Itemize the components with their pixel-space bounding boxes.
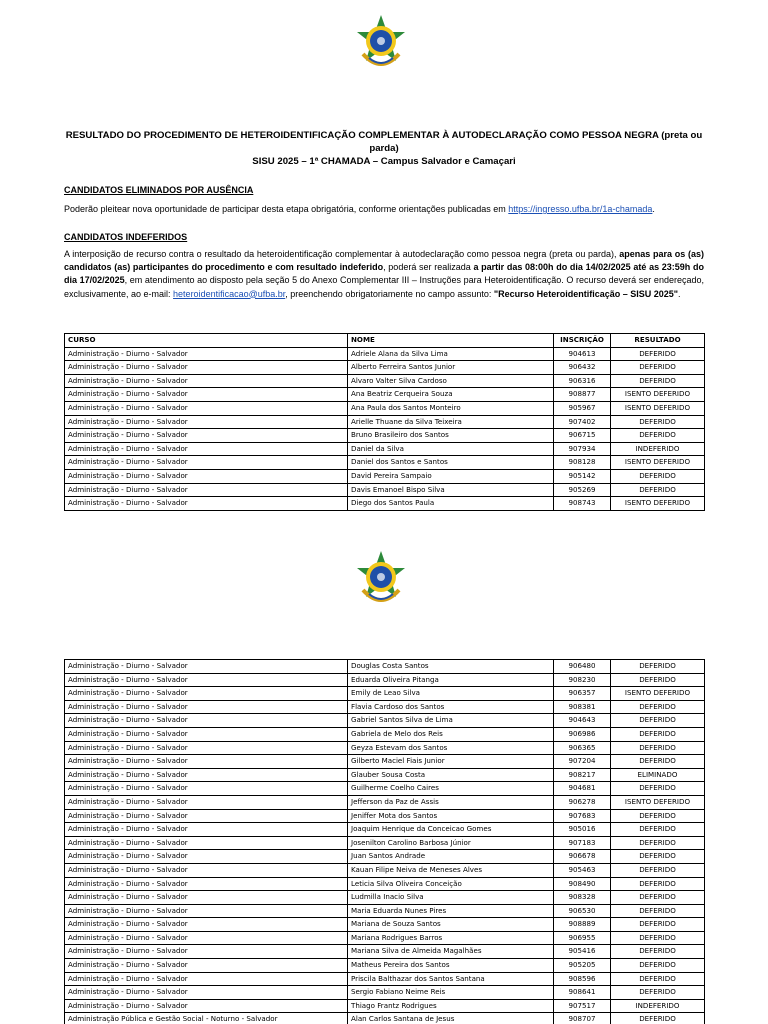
cell-nome: Bruno Brasileiro dos Santos <box>348 429 554 443</box>
cell-curso: Administração - Diurno - Salvador <box>65 945 348 959</box>
cell-nome: Alan Carlos Santana de Jesus <box>348 1013 554 1024</box>
cell-resultado: DEFERIDO <box>611 673 705 687</box>
cell-curso: Administração - Diurno - Salvador <box>65 918 348 932</box>
cell-inscricao: 904681 <box>554 782 611 796</box>
cell-resultado: DEFERIDO <box>611 877 705 891</box>
table-row <box>65 891 705 905</box>
cell-curso: Administração - Diurno - Salvador <box>65 904 348 918</box>
cell-curso: Administração - Diurno - Salvador <box>65 660 348 674</box>
cell-nome: Gabriela de Melo dos Reis <box>348 727 554 741</box>
cell-resultado: DEFERIDO <box>611 483 705 497</box>
cell-curso: Administração - Diurno - Salvador <box>65 429 348 443</box>
cell-curso: Administração - Diurno - Salvador <box>65 931 348 945</box>
cell-inscricao: 906480 <box>554 660 611 674</box>
cell-curso: Administração - Diurno - Salvador <box>65 836 348 850</box>
cell-inscricao: 908596 <box>554 972 611 986</box>
table-row <box>65 483 705 497</box>
cell-curso: Administração Pública e Gestão Social - Noturno - Salvador <box>65 1013 348 1024</box>
header-inscricao: INSCRIÇÃO <box>554 334 611 348</box>
cell-resultado: INDEFERIDO <box>611 442 705 456</box>
cell-curso: Administração - Diurno - Salvador <box>65 741 348 755</box>
paragraph-bold: apenas para os (as) candidatos (as) participantes do procedimento e com resultado indeferido <box>64 249 704 273</box>
cell-inscricao: 908889 <box>554 918 611 932</box>
cell-nome: Eduarda Oliveira Pitanga <box>348 673 554 687</box>
cell-resultado: DEFERIDO <box>611 945 705 959</box>
cell-inscricao: 904643 <box>554 714 611 728</box>
cell-resultado: DEFERIDO <box>611 714 705 728</box>
table-row <box>65 741 705 755</box>
cell-curso: Administração - Diurno - Salvador <box>65 361 348 375</box>
cell-inscricao: 908743 <box>554 497 611 511</box>
cell-nome: Jefferson da Paz de Assis <box>348 795 554 809</box>
cell-resultado: DEFERIDO <box>611 415 705 429</box>
table-row <box>65 1013 705 1024</box>
cell-curso: Administração - Diurno - Salvador <box>65 891 348 905</box>
cell-resultado: DEFERIDO <box>611 986 705 1000</box>
cell-inscricao: 907402 <box>554 415 611 429</box>
cell-curso: Administração - Diurno - Salvador <box>65 415 348 429</box>
cell-curso: Administração - Diurno - Salvador <box>65 863 348 877</box>
table-row <box>65 361 705 375</box>
table-row <box>65 755 705 769</box>
table-row <box>65 809 705 823</box>
cell-curso: Administração - Diurno - Salvador <box>65 768 348 782</box>
paragraph-rejected <box>64 248 704 301</box>
cell-nome: Mariana de Souza Santos <box>348 918 554 932</box>
cell-resultado: DEFERIDO <box>611 904 705 918</box>
cell-nome: Maria Eduarda Nunes Pires <box>348 904 554 918</box>
ingresso-link[interactable]: https://ingresso.ufba.br/1a-chamada <box>508 204 653 214</box>
cell-resultado: ISENTO DEFERIDO <box>611 795 705 809</box>
cell-resultado: ISENTO DEFERIDO <box>611 497 705 511</box>
cell-curso: Administração - Diurno - Salvador <box>65 700 348 714</box>
cell-resultado: DEFERIDO <box>611 836 705 850</box>
cell-curso: Administração - Diurno - Salvador <box>65 483 348 497</box>
cell-resultado: ISENTO DEFERIDO <box>611 388 705 402</box>
table-row <box>65 823 705 837</box>
cell-nome: David Pereira Sampaio <box>348 469 554 483</box>
cell-resultado: DEFERIDO <box>611 959 705 973</box>
cell-nome: Alberto Ferreira Santos Junior <box>348 361 554 375</box>
cell-nome: Geyza Estevam dos Santos <box>348 741 554 755</box>
header-resultado: RESULTADO <box>611 334 705 348</box>
cell-inscricao: 908230 <box>554 673 611 687</box>
cell-inscricao: 904613 <box>554 347 611 361</box>
cell-inscricao: 908490 <box>554 877 611 891</box>
cell-nome: Thiago Frantz Rodrigues <box>348 999 554 1013</box>
cell-resultado: DEFERIDO <box>611 918 705 932</box>
cell-nome: Ana Paula dos Santos Monteiro <box>348 401 554 415</box>
document-title <box>64 129 704 168</box>
table-row <box>65 727 705 741</box>
cell-curso: Administração - Diurno - Salvador <box>65 497 348 511</box>
cell-resultado: DEFERIDO <box>611 469 705 483</box>
cell-nome: Davis Emanoel Bispo Silva <box>348 483 554 497</box>
cell-nome: Sergio Fabiano Neime Reis <box>348 986 554 1000</box>
cell-inscricao: 905416 <box>554 945 611 959</box>
cell-curso: Administração - Diurno - Salvador <box>65 401 348 415</box>
table-row <box>65 768 705 782</box>
table-row <box>65 877 705 891</box>
cell-inscricao: 906530 <box>554 904 611 918</box>
cell-nome: Gilberto Maciel Fiais Junior <box>348 755 554 769</box>
cell-inscricao: 906365 <box>554 741 611 755</box>
cell-curso: Administração - Diurno - Salvador <box>65 972 348 986</box>
cell-nome: Priscila Balthazar dos Santos Santana <box>348 972 554 986</box>
cell-resultado: ISENTO DEFERIDO <box>611 456 705 470</box>
cell-curso: Administração - Diurno - Salvador <box>65 456 348 470</box>
cell-resultado: DEFERIDO <box>611 361 705 375</box>
table-row <box>65 374 705 388</box>
cell-inscricao: 908707 <box>554 1013 611 1024</box>
cell-resultado: INDEFERIDO <box>611 999 705 1013</box>
table-header-row <box>65 334 705 348</box>
cell-resultado: DEFERIDO <box>611 741 705 755</box>
cell-inscricao: 906715 <box>554 429 611 443</box>
table-row <box>65 687 705 701</box>
table-row <box>65 388 705 402</box>
table-row <box>65 863 705 877</box>
cell-resultado: ISENTO DEFERIDO <box>611 401 705 415</box>
cell-curso: Administração - Diurno - Salvador <box>65 850 348 864</box>
cell-inscricao: 905269 <box>554 483 611 497</box>
cell-resultado: DEFERIDO <box>611 755 705 769</box>
cell-inscricao: 905016 <box>554 823 611 837</box>
section-heading-eliminated: CANDIDATOS ELIMINADOS POR AUSÊNCIA <box>64 185 254 195</box>
title-line-1: RESULTADO DO PROCEDIMENTO DE HETEROIDENTIFICAÇÃO COMPLEMENTAR À AUTODECLARAÇÃO COMO PESSOA NEGRA (preta ou parda) <box>65 130 703 154</box>
cell-inscricao: 907204 <box>554 755 611 769</box>
cell-curso: Administração - Diurno - Salvador <box>65 442 348 456</box>
table-row <box>65 469 705 483</box>
cell-resultado: DEFERIDO <box>611 1013 705 1024</box>
title-line-2: SISU 2025 – 1ª CHAMADA – Campus Salvador e Camaçari <box>252 156 516 167</box>
cell-inscricao: 905142 <box>554 469 611 483</box>
cell-inscricao: 906357 <box>554 687 611 701</box>
paragraph-bold: "Recurso Heteroidentificação – SISU 2025" <box>493 288 679 299</box>
cell-inscricao: 906278 <box>554 795 611 809</box>
cell-inscricao: 906955 <box>554 931 611 945</box>
cell-inscricao: 905205 <box>554 959 611 973</box>
cell-curso: Administração - Diurno - Salvador <box>65 795 348 809</box>
table-row <box>65 429 705 443</box>
cell-resultado: DEFERIDO <box>611 823 705 837</box>
table-row <box>65 401 705 415</box>
cell-nome: Juan Santos Andrade <box>348 850 554 864</box>
cell-resultado: DEFERIDO <box>611 782 705 796</box>
paragraph-text: , poderá ser realizada <box>383 262 474 273</box>
table-row <box>65 850 705 864</box>
table-row <box>65 836 705 850</box>
table-row <box>65 456 705 470</box>
cell-nome: Gabriel Santos Silva de Lima <box>348 714 554 728</box>
table-row <box>65 442 705 456</box>
cell-resultado: DEFERIDO <box>611 347 705 361</box>
table-row <box>65 986 705 1000</box>
cell-nome: Guilherme Coelho Caires <box>348 782 554 796</box>
cell-inscricao: 908328 <box>554 891 611 905</box>
table-row <box>65 415 705 429</box>
cell-resultado: DEFERIDO <box>611 429 705 443</box>
cell-inscricao: 907683 <box>554 809 611 823</box>
table-row <box>65 700 705 714</box>
cell-resultado: ISENTO DEFERIDO <box>611 687 705 701</box>
cell-nome: Adriele Alana da Silva Lima <box>348 347 554 361</box>
cell-nome: Douglas Costa Santos <box>348 660 554 674</box>
cell-inscricao: 908128 <box>554 456 611 470</box>
cell-nome: Josenilton Carolino Barbosa Júnior <box>348 836 554 850</box>
paragraph-text: , em atendimento ao disposto pela seção 5 do Anexo Complementar III – Instruções para Heteroidentificação. O recurso deverá ser endereçado, exclusivamente, ao e-mail: <box>64 275 704 299</box>
cell-inscricao: 905463 <box>554 863 611 877</box>
table-body <box>65 660 705 1024</box>
table-row <box>65 972 705 986</box>
cell-resultado: DEFERIDO <box>611 700 705 714</box>
cell-curso: Administração - Diurno - Salvador <box>65 782 348 796</box>
cell-nome: Daniel dos Santos e Santos <box>348 456 554 470</box>
cell-resultado: DEFERIDO <box>611 660 705 674</box>
cell-inscricao: 908381 <box>554 700 611 714</box>
cell-nome: Daniel da Silva <box>348 442 554 456</box>
paragraph-eliminated <box>64 203 704 216</box>
cell-curso: Administração - Diurno - Salvador <box>65 986 348 1000</box>
cell-resultado: DEFERIDO <box>611 863 705 877</box>
cell-curso: Administração - Diurno - Salvador <box>65 469 348 483</box>
table-row <box>65 931 705 945</box>
table-row <box>65 673 705 687</box>
cell-nome: Jeniffer Mota dos Santos <box>348 809 554 823</box>
cell-resultado: DEFERIDO <box>611 891 705 905</box>
table-row <box>65 782 705 796</box>
cell-nome: Glauber Sousa Costa <box>348 768 554 782</box>
brazil-coat-of-arms-icon <box>355 14 407 72</box>
cell-curso: Administração - Diurno - Salvador <box>65 959 348 973</box>
cell-curso: Administração - Diurno - Salvador <box>65 347 348 361</box>
cell-resultado: DEFERIDO <box>611 809 705 823</box>
cell-resultado: DEFERIDO <box>611 972 705 986</box>
cell-nome: Ana Beatriz Cerqueira Souza <box>348 388 554 402</box>
section-heading-rejected: CANDIDATOS INDEFERIDOS <box>64 232 188 242</box>
paragraph-text: A interposição de recurso contra o resultado da heteroidentificação complementar à autodeclaração como pessoa negra (preta ou parda), <box>64 249 620 259</box>
cell-inscricao: 907934 <box>554 442 611 456</box>
paragraph-text: , preenchendo obrigatoriamente no campo assunto: <box>285 288 494 299</box>
table-row <box>65 999 705 1013</box>
cell-resultado: DEFERIDO <box>611 931 705 945</box>
brazil-coat-of-arms-icon <box>355 550 407 608</box>
cell-inscricao: 906432 <box>554 361 611 375</box>
results-table-2 <box>64 659 705 1024</box>
cell-nome: Arielle Thuane da Silva Teixeira <box>348 415 554 429</box>
header-nome: NOME <box>348 334 554 348</box>
cell-inscricao: 906678 <box>554 850 611 864</box>
cell-inscricao: 906316 <box>554 374 611 388</box>
cell-nome: Mariana Rodrigues Barros <box>348 931 554 945</box>
cell-curso: Administração - Diurno - Salvador <box>65 755 348 769</box>
table-row <box>65 714 705 728</box>
table-row <box>65 945 705 959</box>
header-curso: CURSO <box>65 334 348 348</box>
cell-inscricao: 908641 <box>554 986 611 1000</box>
cell-nome: Mariana Silva de Almeida Magalhães <box>348 945 554 959</box>
cell-curso: Administração - Diurno - Salvador <box>65 809 348 823</box>
cell-nome: Kauan Filipe Neiva de Meneses Alves <box>348 863 554 877</box>
table-row <box>65 497 705 511</box>
cell-resultado: ELIMINADO <box>611 768 705 782</box>
results-table-1 <box>64 333 705 511</box>
cell-resultado: DEFERIDO <box>611 850 705 864</box>
cell-resultado: DEFERIDO <box>611 727 705 741</box>
cell-nome: Emily de Leao Silva <box>348 687 554 701</box>
cell-nome: Alvaro Valter Silva Cardoso <box>348 374 554 388</box>
table-row <box>65 904 705 918</box>
cell-inscricao: 905967 <box>554 401 611 415</box>
paragraph-bold: a partir das 08:00h do dia 14/02/2025 até as 23:59h do dia 17/02/2025 <box>64 262 704 286</box>
cell-nome: Joaquim Henrique da Conceicao Gomes <box>348 823 554 837</box>
cell-inscricao: 908217 <box>554 768 611 782</box>
cell-inscricao: 907183 <box>554 836 611 850</box>
table-row <box>65 347 705 361</box>
cell-curso: Administração - Diurno - Salvador <box>65 877 348 891</box>
cell-curso: Administração - Diurno - Salvador <box>65 388 348 402</box>
cell-curso: Administração - Diurno - Salvador <box>65 374 348 388</box>
table-row <box>65 918 705 932</box>
cell-curso: Administração - Diurno - Salvador <box>65 673 348 687</box>
email-link[interactable]: heteroidentificacao@ufba.br <box>173 288 286 299</box>
paragraph-text: . <box>652 204 655 214</box>
cell-curso: Administração - Diurno - Salvador <box>65 823 348 837</box>
paragraph-text: Poderão pleitear nova oportunidade de participar desta etapa obrigatória, conforme orientações publicadas em <box>64 204 509 214</box>
cell-inscricao: 906986 <box>554 727 611 741</box>
cell-nome: Matheus Pereira dos Santos <box>348 959 554 973</box>
cell-curso: Administração - Diurno - Salvador <box>65 714 348 728</box>
cell-curso: Administração - Diurno - Salvador <box>65 727 348 741</box>
cell-inscricao: 908877 <box>554 388 611 402</box>
table-body <box>65 347 705 510</box>
cell-nome: Flavia Cardoso dos Santos <box>348 700 554 714</box>
cell-nome: Diego dos Santos Paula <box>348 497 554 511</box>
cell-nome: Leticia Silva Oliveira Conceição <box>348 877 554 891</box>
cell-nome: Ludmilla Inacio Silva <box>348 891 554 905</box>
table-row <box>65 795 705 809</box>
cell-resultado: DEFERIDO <box>611 374 705 388</box>
cell-inscricao: 907517 <box>554 999 611 1013</box>
cell-curso: Administração - Diurno - Salvador <box>65 999 348 1013</box>
table-row <box>65 959 705 973</box>
cell-curso: Administração - Diurno - Salvador <box>65 687 348 701</box>
table-row <box>65 660 705 674</box>
paragraph-text: . <box>678 288 681 299</box>
